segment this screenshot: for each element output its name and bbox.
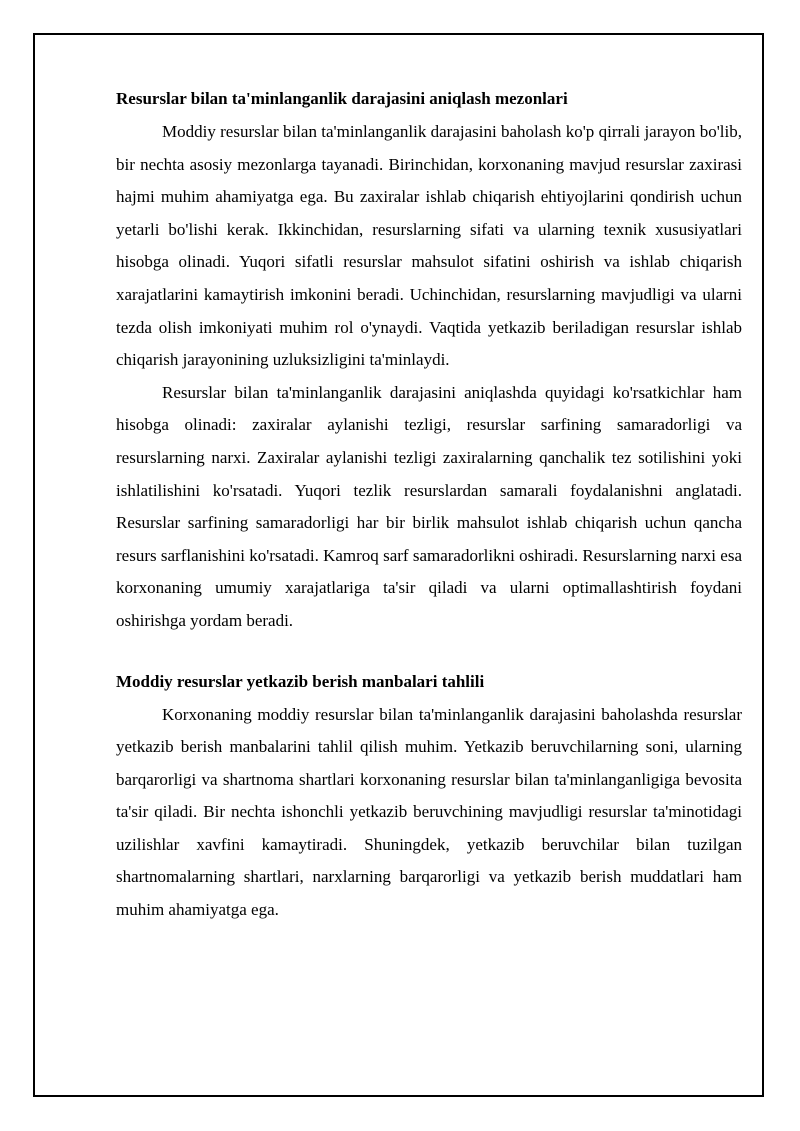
section-heading-supply-sources: Moddiy resurslar yetkazib berish manbalari tahlili — [116, 671, 485, 691]
paragraph-criteria-indicators: Resurslar bilan ta'minlanganlik darajasini aniqlashda quyidagi ko'rsatkichlar ham hisobga olinadi: zaxiralar aylanishi tezligi, resurslar sarfining samaradorligi va resurslarning narxi. Zaxiralar aylanishi tezligi zaxiralarning qanchalik tez sotilishini yoki ishlatilishini ko'rsatadi. Yuqori tezlik resurslardan samarali foydalanishni anglatadi. Resurslar sarfining samaradorligi har bir birlik mahsulot ishlab chiqarish uchun qancha resurs sarflanishini ko'rsatadi. Kamroq sarf samaradorlikni oshiradi. Resurslarning narxi esa korxonaning umumiy xarajatlariga ta'sir qiladi va ularni optimallashtirish foydani oshirishga yordam beradi. — [116, 382, 742, 630]
section-heading-criteria: Resurslar bilan ta'minlanganlik darajasini aniqlash mezonlari — [116, 89, 568, 108]
paragraph-criteria-overview: Moddiy resurslar bilan ta'minlanganlik darajasini baholash ko'p qirrali jarayon bo'lib, bir nechta asosiy mezonlarga tayanadi. Birinchidan, korxonaning mavjud resurslar zaxirasi hajmi muhim ahamiyatga ega. Bu zaxiralar ishlab chiqarish ehtiyojlarini qondirish uchun yetarli bo'lishi kerak. Ikkinchidan, resurslarning sifati va ularning texnik xususiyatlari hisobga olinadi. Yuqori sifatli resurslar mahsulot sifatini oshirish va ishlab chiqarish xarajatlarini kamaytirish imkonini beradi. Uchinchidan, resurslarning mavjudligi va ularni tezda olish imkoniyati muhim rol o'ynaydi. Vaqtida yetkazib beriladigan resurslar ishlab chiqarish jarayonining uzluksizligini ta'minlaydi. — [116, 122, 742, 370]
paragraph-supply-sources: Korxonaning moddiy resurslar bilan ta'minlanganlik darajasini baholashda resurslar yetkazib berish manbalarini tahlil qilish muhim. Yetkazib beruvchilarning soni, ularning barqarorligi va shartnoma shartlari korxonaning resurslar bilan ta'minlanganligiga bevosita ta'sir qiladi. Bir nechta ishonchli yetkazib beruvchining mavjudligi resurslar ta'minotidagi uzilishlar xavfini kamaytiradi. Shuningdek, yetkazib beruvchilar bilan tuzilgan shartnomalarning shartlari, narxlarning barqarorligi va yetkazib berish muddatlari ham muhim ahamiyatga ega. — [116, 704, 742, 920]
document-body — [116, 86, 742, 927]
